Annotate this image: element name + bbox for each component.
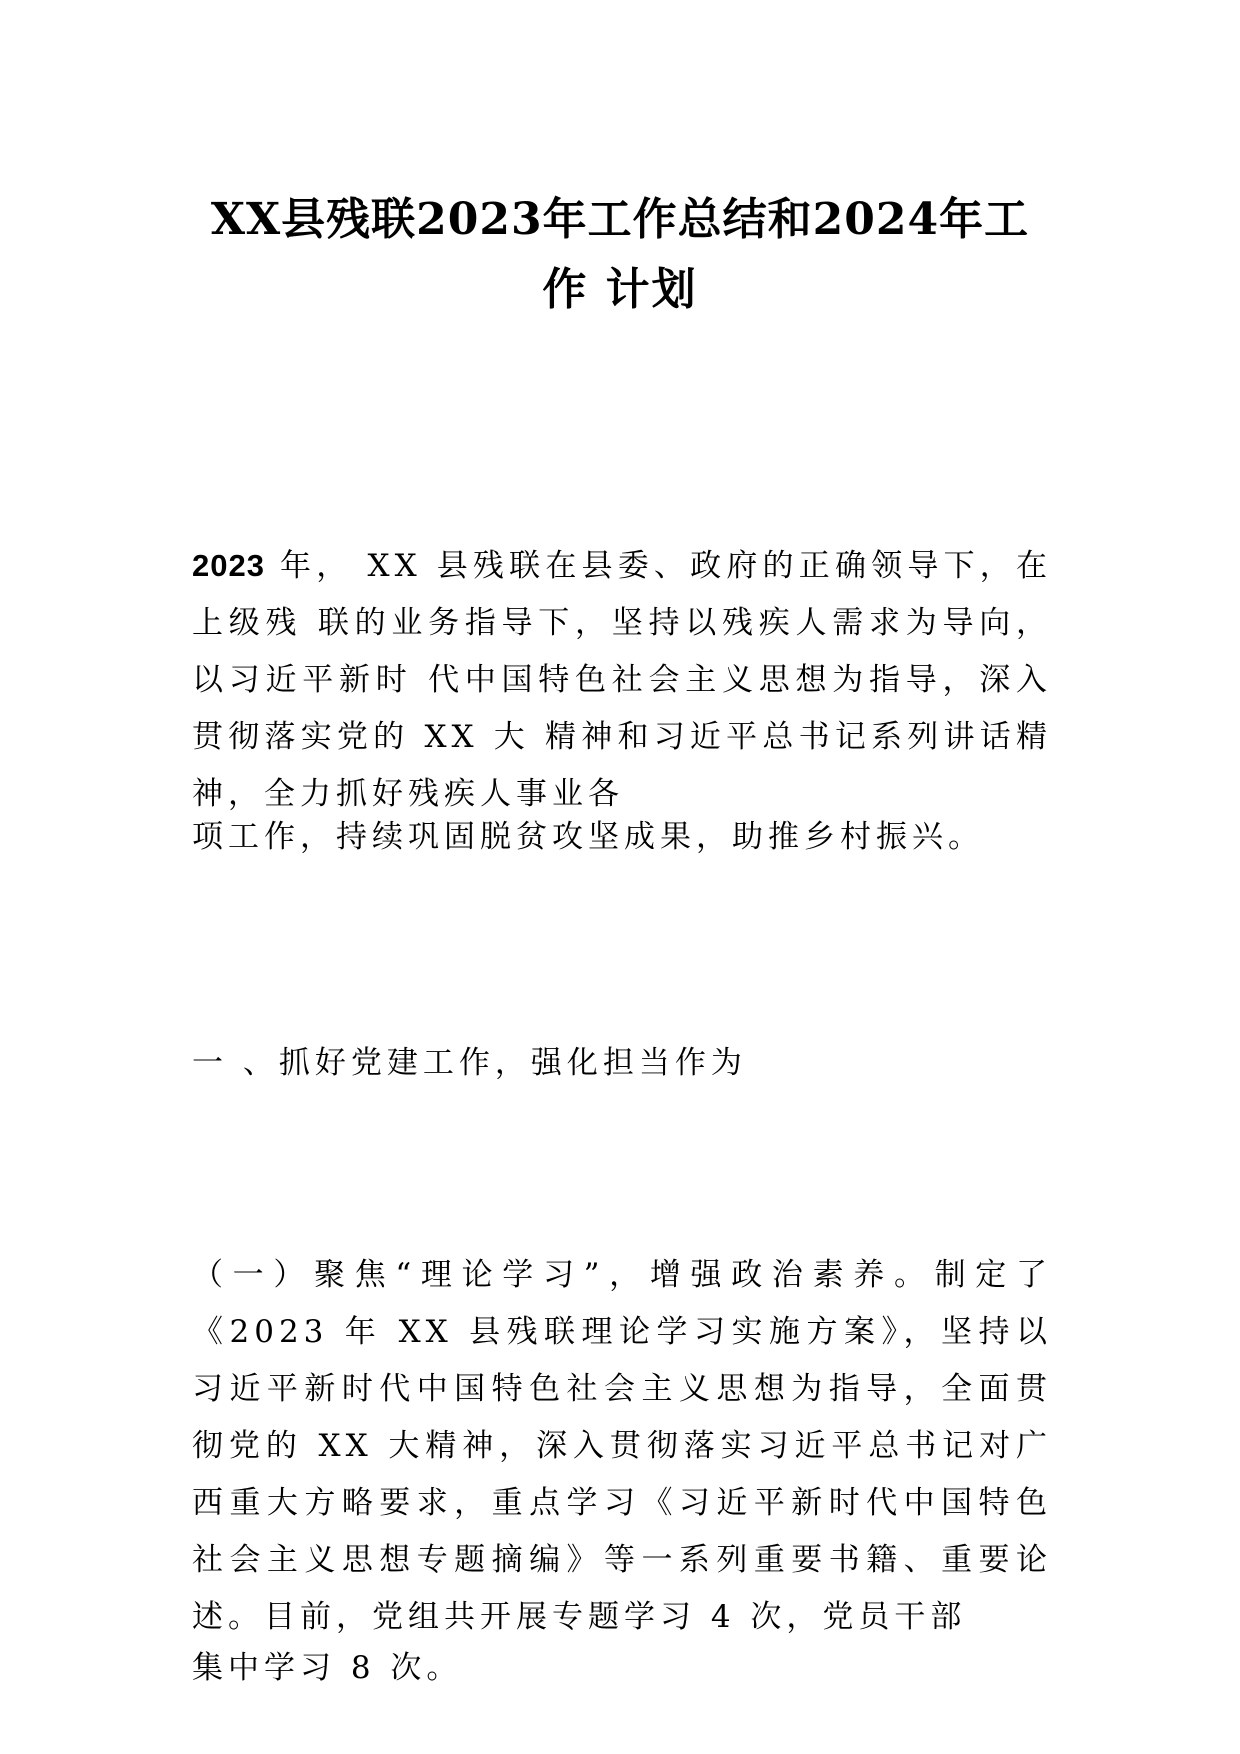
- intro-year: 2023: [192, 548, 265, 583]
- subsection-1-continuation: [192, 1640, 1052, 1697]
- subsection-1-continuation-text: 集中学习 8 次。: [192, 1650, 463, 1686]
- intro-paragraph: [192, 537, 1052, 823]
- section-heading-1-text: 一 、抓好党建工作，强化担当作为: [192, 1045, 747, 1081]
- intro-continuation-text: 项工作，持续巩固脱贫攻坚成果，助推乡村振兴。: [192, 819, 984, 855]
- document-title: [180, 185, 1060, 325]
- intro-text: 年， XX 县残联在县委、政府的正确领导下，在上级残 联的业务指导下，坚持以残疾人需求为导向，以习近平新时 代中国特色社会主义思想为指导，深入贯彻落实党的 XX 大 精神和习近平总书记系列讲话精神，全力抓好残疾人事业各: [192, 548, 1052, 812]
- title-line-1: XX县残联2023年工作总结和2024年工: [210, 194, 1030, 245]
- section-heading-1: [192, 1035, 1052, 1092]
- subsection-1-text: （一）聚焦“理论学习”，增强政治素养。制定了《2023 年 XX 县残联理论学习实施方案》，坚持以习近平新时代中国特色社会主义思想为指导，全面贯彻党的 XX 大精神，深入贯彻落实习近平总书记对广西重大方略要求，重点学习《习近平新时代中国特色社会主义思想专题摘编》等一系列重要书籍、重要论述。目前，党组共开展专题学习 4 次，党员干部: [192, 1257, 1052, 1635]
- subsection-1-paragraph: [192, 1247, 1052, 1646]
- intro-continuation: [192, 809, 1052, 866]
- title-line-2: 作 计划: [542, 264, 698, 315]
